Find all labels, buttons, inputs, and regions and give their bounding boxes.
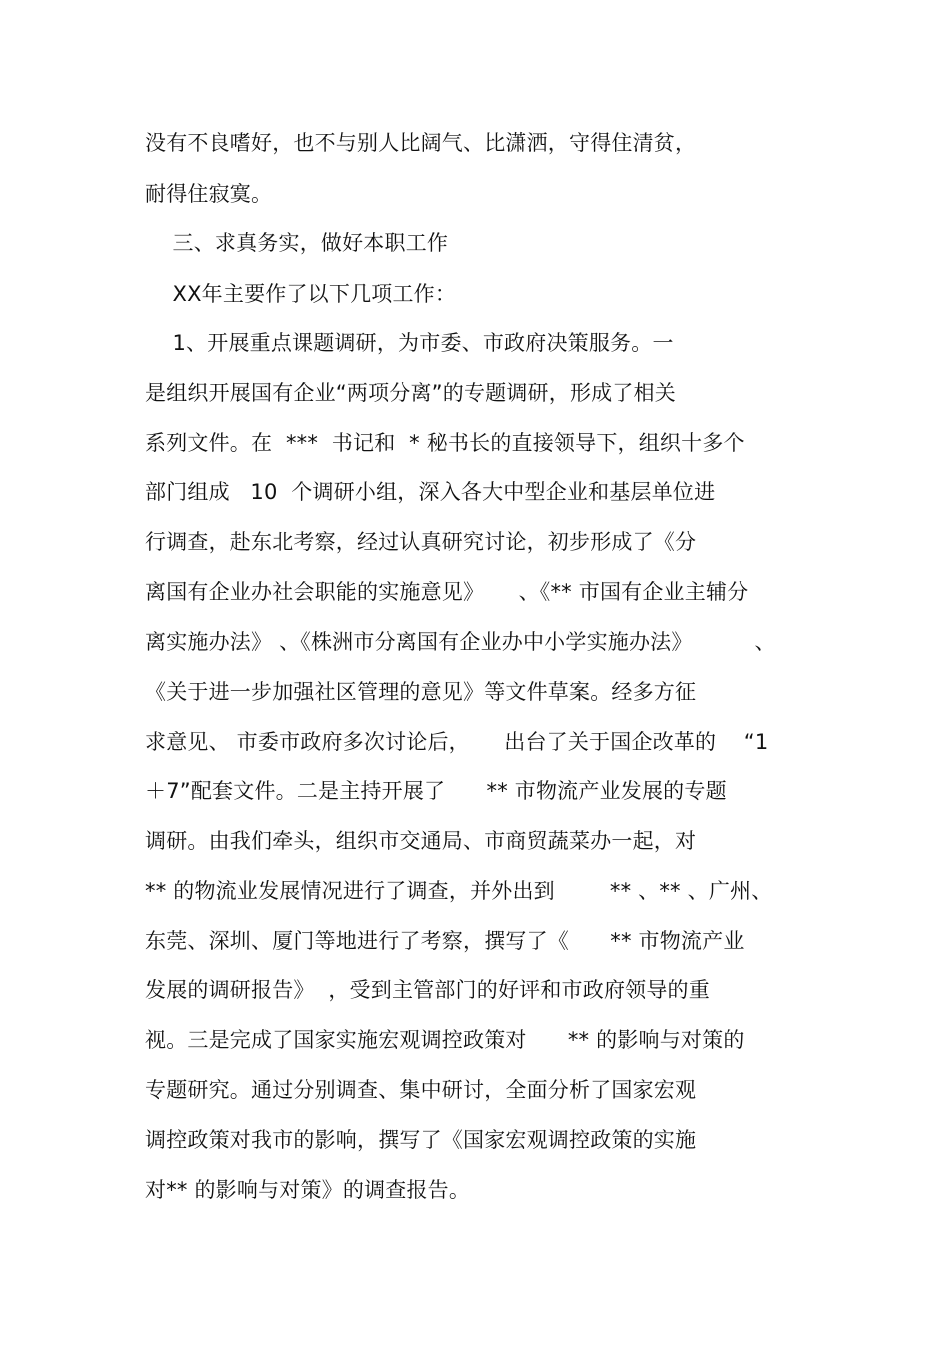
text-line: 没有不良嗜好，也不与别人比阔气、比潇洒，守得住清贫， — [145, 131, 697, 155]
text-line: 对** 的影响与对策》的调查报告。 — [145, 1178, 471, 1202]
text-line: 《关于进一步加强社区管理的意见》等文件草案。经多方征 — [145, 680, 697, 704]
text-line: 离实施办法》 、《株洲市分离国有企业办中小学实施办法》 、 — [145, 630, 776, 654]
text-line: 行调查，赴东北考察，经过认真研究讨论，初步形成了《分 — [145, 530, 697, 554]
text-line: 专题研究。通过分别调查、集中研讨，全面分析了国家宏观 — [145, 1078, 697, 1102]
section-heading: 三、求真务实，做好本职工作 — [145, 231, 449, 255]
text-line: 东莞、深圳、厦门等地进行了考察，撰写了《 ** 市物流产业 — [145, 929, 745, 953]
text-line: ＋7”配套文件。二是主持开展了 ** 市物流产业发展的专题 — [145, 779, 727, 803]
text-line: 发展的调研报告》 ，受到主管部门的好评和市政府领导的重 — [145, 978, 710, 1002]
text-line: 调研。由我们牵头，组织市交通局、市商贸蔬菜办一起，对 — [145, 829, 697, 853]
text-line: 耐得住寂寞。 — [145, 182, 273, 206]
text-line: 是组织开展国有企业“两项分离”的专题调研，形成了相关 — [145, 381, 676, 405]
text-line: 求意见、 市委市政府多次讨论后， 出台了关于国企改革的 “1 — [145, 730, 769, 754]
text-line: ** 的物流业发展情况进行了调查，并外出到 ** 、** 、广州、 — [145, 879, 773, 903]
text-line: 系列文件。在 *** 书记和 * 秘书长的直接领导下，组织十多个 — [145, 431, 745, 455]
text-line: 视。三是完成了国家实施宏观调控政策对 ** 的影响与对策的 — [145, 1028, 745, 1052]
text-line: 离国有企业办社会职能的实施意见》 、《** 市国有企业主辅分 — [145, 580, 749, 604]
text-line: 部门组成 10 个调研小组，深入各大中型企业和基层单位进 — [145, 480, 716, 504]
text-line: 调控政策对我市的影响，撰写了《国家宏观调控政策的实施 — [145, 1128, 697, 1152]
text-line: 1、开展重点课题调研，为市委、市政府决策服务。一 — [145, 331, 674, 355]
text-line: XX年主要作了以下几项工作： — [145, 282, 457, 306]
